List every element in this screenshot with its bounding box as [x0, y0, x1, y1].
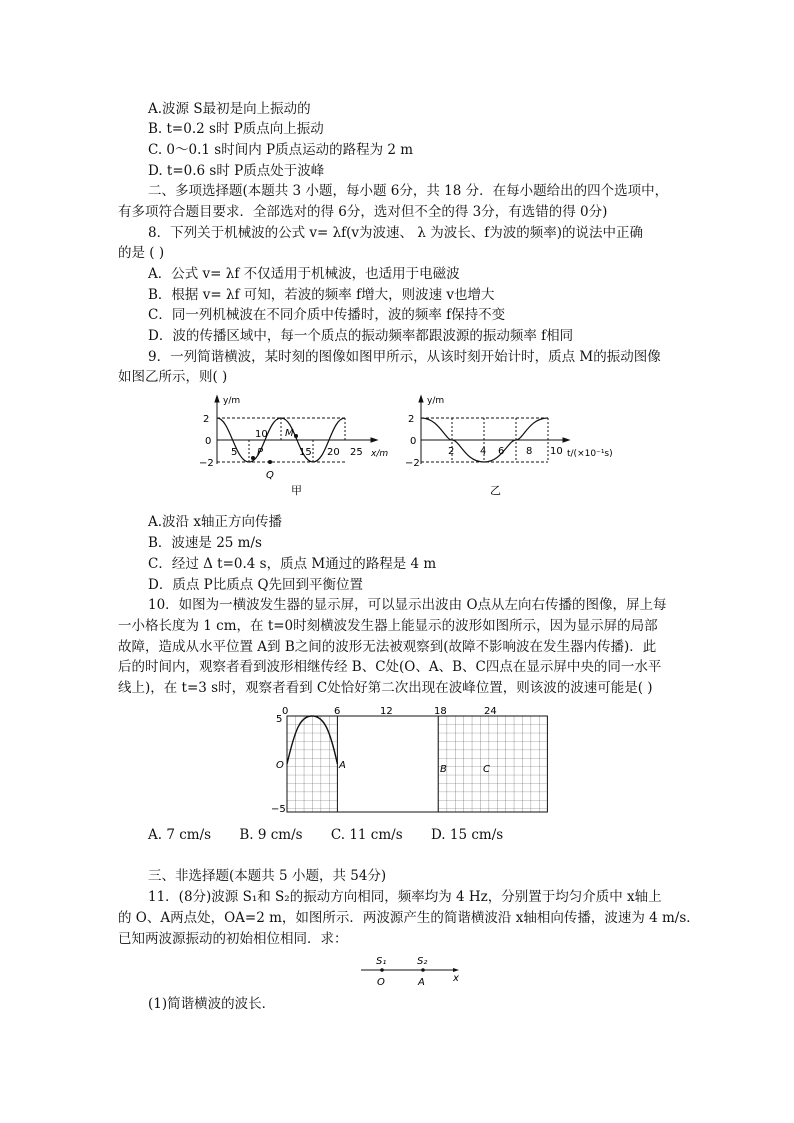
- q8-option-b: B．根据 v= λf 可知，若波的频率 f增大，则波速 v也增大: [148, 287, 495, 303]
- q8-stem-cont: 的是 ( ): [118, 245, 165, 261]
- q10-xtick-24: 24: [484, 706, 497, 717]
- jia-xtick-10: 10: [255, 429, 268, 440]
- q11-label-x: x: [453, 973, 459, 984]
- jia-label-q: Q: [266, 470, 274, 481]
- q10-ytick-neg5: −5: [271, 804, 286, 815]
- jia-caption: 甲: [291, 484, 302, 497]
- q9-option-c: C．经过 Δ t=0.4 s，质点 M通过的路程是 4 m: [148, 556, 437, 572]
- q9-stem: 9．一列简谐横波，某时刻的图像如图甲所示，从该时刻开始计时，质点 M的振动图像: [148, 349, 661, 365]
- q10-stem-5: 线上)，在 t=3 s时，观察者看到 C处恰好第二次出现在波峰位置，则该波的波速可能是( ): [118, 680, 653, 696]
- q10-stem-4: 后的时间内，观察者看到波形相继传经 B、C处(O、A、B、C四点在显示屏中央的同一水平: [118, 659, 662, 675]
- q7-option-a: A.波源 S最初是向上振动的: [148, 101, 311, 117]
- q7-option-c: C. 0～0.1 s时间内 P质点运动的路程为 2 m: [148, 142, 414, 158]
- q11-figure: [355, 951, 475, 991]
- figure-yi: [405, 392, 625, 502]
- section3-heading: 三、非选择题(本题共 5 小题，共 54分): [148, 868, 387, 884]
- jia-ylabel: y/m: [223, 396, 241, 406]
- q11-stem-3: 已知两波源振动的初始相位相同．求：: [118, 931, 348, 947]
- q11-label-s2: S₂: [417, 956, 428, 967]
- yi-xtick-4: 4: [480, 446, 487, 457]
- q9-option-b: B．波速是 25 m/s: [148, 535, 262, 551]
- jia-ytick-neg2: −2: [199, 458, 214, 469]
- q8-stem: 8．下列关于机械波的公式 v= λf(v为波速、 λ 为波长、f为波的频率)的说法中正确: [148, 225, 643, 241]
- jia-xtick-25: 25: [350, 447, 363, 458]
- jia-label-p: P: [257, 447, 264, 458]
- jia-xtick-5: 5: [231, 447, 238, 458]
- q10-xtick-12: 12: [380, 706, 393, 717]
- q8-option-d: D．波的传播区域中，每一个质点的振动频率都跟波源的振动频率 f相同: [148, 328, 574, 344]
- yi-ytick-neg2: −2: [405, 458, 420, 469]
- q11-sub1: (1)简谐横波的波长．: [148, 996, 276, 1012]
- yi-ytick-2: 2: [408, 414, 415, 425]
- yi-xlabel: t/(×10⁻¹s): [567, 449, 613, 459]
- yi-xtick-8: 8: [526, 446, 533, 457]
- q7-option-d: D. t=0.6 s时 P质点处于波峰: [148, 163, 325, 179]
- q9-option-d: D．质点 P比质点 Q先回到平衡位置: [148, 577, 364, 593]
- q7-option-b: B. t=0.2 s时 P质点向上振动: [148, 121, 324, 137]
- q10-option-b: B. 9 cm/s: [239, 827, 303, 843]
- q9-option-a: A.波沿 x轴正方向传播: [148, 514, 282, 530]
- q10-label-a: A: [339, 760, 346, 771]
- yi-xtick-2: 2: [448, 446, 455, 457]
- q10-option-a: A. 7 cm/s: [148, 827, 212, 843]
- q10-xtick-18: 18: [434, 706, 447, 717]
- q11-label-s1: S₁: [376, 956, 387, 967]
- q10-option-c: C. 11 cm/s: [330, 827, 403, 843]
- q10-stem-3: 故障，造成从水平位置 A到 B之间的波形无法被观察到(故障不影响波在发生器内传播)．此: [118, 639, 657, 655]
- q11-label-o: O: [377, 977, 385, 988]
- q11-stem-2: 的 O、A两点处，OA=2 m，如图所示．两波源产生的简谐横波沿 x轴相向传播，波速为 4 m/s．: [118, 910, 700, 926]
- jia-ytick-0: 0: [205, 436, 212, 447]
- q10-xtick-6: 6: [334, 706, 341, 717]
- q10-screen-figure: [270, 700, 560, 820]
- q11-stem-1: 11．(8分)波源 S₁和 S₂的振动方向相同，频率均为 4 Hz，分别置于均匀介质中 x轴上: [148, 889, 662, 905]
- q10-label-o: O: [276, 760, 284, 771]
- q10-options: [148, 825, 503, 845]
- q8-option-c: C．同一列机械波在不同介质中传播时，波的频率 f保持不变: [148, 307, 506, 323]
- yi-xtick-6: 6: [498, 446, 505, 457]
- q11-label-a: A: [418, 977, 425, 988]
- q10-stem-2: 一小格长度为 1 cm，在 t=0时刻横波发生器上能显示的波形如图所示，因为显示屏的局部: [118, 618, 658, 634]
- q10-label-b: B: [440, 764, 447, 775]
- jia-ytick-2: 2: [203, 414, 210, 425]
- q10-ytick-5: 5: [276, 714, 283, 725]
- jia-xlabel: x/m: [371, 449, 389, 459]
- point-m: [294, 434, 298, 438]
- point-p: [251, 456, 255, 460]
- jia-label-m: M: [285, 428, 294, 439]
- point-q: [268, 460, 272, 464]
- q10-option-d: D. 15 cm/s: [430, 827, 504, 843]
- jia-xtick-20: 20: [327, 447, 340, 458]
- section2-heading: 二、多项选择题(本题共 3 小题，每小题 6分，共 18 分．在每小题给出的四个选项中，: [148, 183, 669, 199]
- q10-stem-1: 10．如图为一横波发生器的显示屏，可以显示出波由 O点从左向右传播的图像，屏上每: [148, 597, 667, 613]
- yi-ytick-0: 0: [410, 436, 417, 447]
- yi-caption: 乙: [490, 484, 501, 497]
- jia-xtick-15: 15: [299, 447, 312, 458]
- q10-xtick-0: 0: [282, 706, 289, 717]
- q10-label-c: C: [483, 764, 490, 775]
- section2-heading-cont: 有多项符合题目要求．全部选对的得 6分，选对但不全的得 3分，有选错的得 0分): [118, 204, 608, 220]
- yi-xtick-10: 10: [550, 446, 563, 457]
- q9-stem-cont: 如图乙所示，则( ): [118, 369, 228, 385]
- figure-jia: [195, 392, 395, 502]
- yi-ylabel: y/m: [427, 396, 445, 406]
- q8-option-a: A．公式 v= λf 不仅适用于机械波，也适用于电磁波: [148, 266, 460, 282]
